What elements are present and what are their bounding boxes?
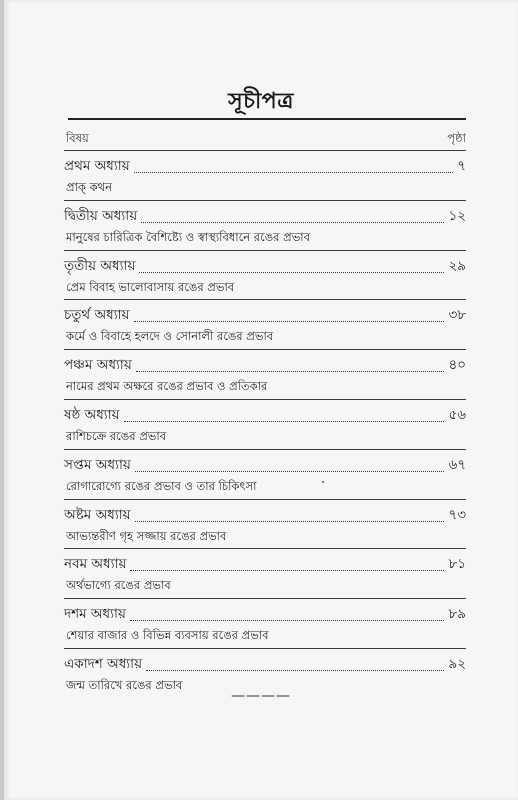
- dot-leader: [134, 172, 454, 173]
- dot-leader: [135, 521, 445, 522]
- toc-entry: [64, 598, 466, 648]
- dot-leader: [134, 321, 445, 322]
- chapter-description: মানুষের চারিত্রিক বৈশিষ্ট্যে ও স্বাস্থ্যবিধানে রঙের প্রভাব: [66, 229, 311, 244]
- toc-entry: [64, 548, 466, 598]
- chapter-title: ষষ্ঠ অধ্যায়: [64, 406, 120, 423]
- dot-leader: [124, 421, 445, 422]
- toc-entry: [64, 250, 466, 300]
- column-header: [64, 130, 466, 148]
- dot-leader: [139, 272, 444, 273]
- page-number: ৭: [457, 158, 466, 174]
- dot-leader: [135, 471, 445, 472]
- page-number: ১২: [448, 207, 466, 224]
- chapter-description: অর্থভাগ্যে রঙের প্রভাব: [66, 578, 171, 593]
- chapter-description: রোগারোগ্যে রঙের প্রভাব ও তার চিকিৎসা: [66, 478, 257, 493]
- table-of-contents: [64, 150, 466, 698]
- chapter-description: কর্মে ও বিবাহে হলদে ও সোনালী রঙের প্রভাব: [66, 329, 274, 344]
- page-number: ৮১: [448, 556, 466, 573]
- dot-leader: [130, 620, 445, 621]
- toc-entry: [64, 399, 466, 449]
- ink-speck: [322, 481, 324, 483]
- chapter-title: অষ্টম অধ্যায়: [64, 506, 131, 523]
- page-number: ৯২: [448, 655, 466, 672]
- page-number: ৭৩: [448, 506, 466, 523]
- chapter-description: প্রাক্ কথন: [66, 180, 112, 194]
- page-title: সূচীপত্র: [228, 89, 294, 114]
- chapter-description: নামের প্রথম অক্ষরে রঙের প্রভাব ও প্রতিকার: [66, 379, 268, 394]
- page-number: ৫৬: [448, 406, 466, 423]
- book-page: [4, 0, 518, 800]
- page-number: ২৯: [448, 257, 466, 274]
- toc-entry: [64, 200, 466, 250]
- page-header: পৃষ্ঠা: [447, 131, 466, 145]
- chapter-title: পঞ্চম অধ্যায়: [64, 357, 132, 374]
- chapter-title: সপ্তম অধ্যায়: [64, 456, 131, 473]
- dot-leader: [136, 371, 445, 372]
- page-number: ৩৮: [448, 307, 466, 324]
- toc-entry: [64, 299, 466, 349]
- chapter-title: একাদশ অধ্যায়: [64, 655, 143, 672]
- page-number: ৪০: [448, 357, 466, 374]
- chapter-description: রাশিচক্রে রঙের প্রভাব: [66, 428, 167, 443]
- chapter-title: নবম অধ্যায়: [64, 556, 127, 573]
- toc-entry: [64, 499, 466, 549]
- toc-entry: [64, 449, 466, 499]
- chapter-title: প্রথম অধ্যায়: [64, 158, 130, 174]
- dot-leader: [130, 570, 444, 571]
- title-underline: [68, 118, 466, 120]
- chapter-title: চতুর্থ অধ্যায়: [64, 307, 130, 324]
- toc-entry: [64, 349, 466, 399]
- page-number: ৬৭: [448, 456, 466, 473]
- chapter-description: আভ্যন্তরীণ গৃহ সজ্জায় রঙের প্রভাব: [66, 528, 227, 543]
- subject-header: বিষয়: [66, 131, 89, 145]
- chapter-description: শেয়ার বাজার ও বিভিন্ন ব্যবসায় রঙের প্রভাব: [66, 628, 269, 643]
- chapter-description: প্রেম বিবাহ ভালোবাসায় রঙের প্রভাব: [66, 279, 235, 294]
- chapter-description: জন্ম তারিখে রঙের প্রভাব: [66, 677, 183, 692]
- chapter-title: তৃতীয় অধ্যায়: [64, 257, 136, 274]
- page-number: ৮৯: [448, 606, 466, 623]
- end-mark: ————: [231, 688, 291, 704]
- toc-entry: [64, 150, 466, 200]
- chapter-title: দশম অধ্যায়: [64, 606, 126, 623]
- chapter-title: দ্বিতীয় অধ্যায়: [64, 207, 138, 224]
- dot-leader: [146, 670, 444, 671]
- dot-leader: [141, 222, 444, 223]
